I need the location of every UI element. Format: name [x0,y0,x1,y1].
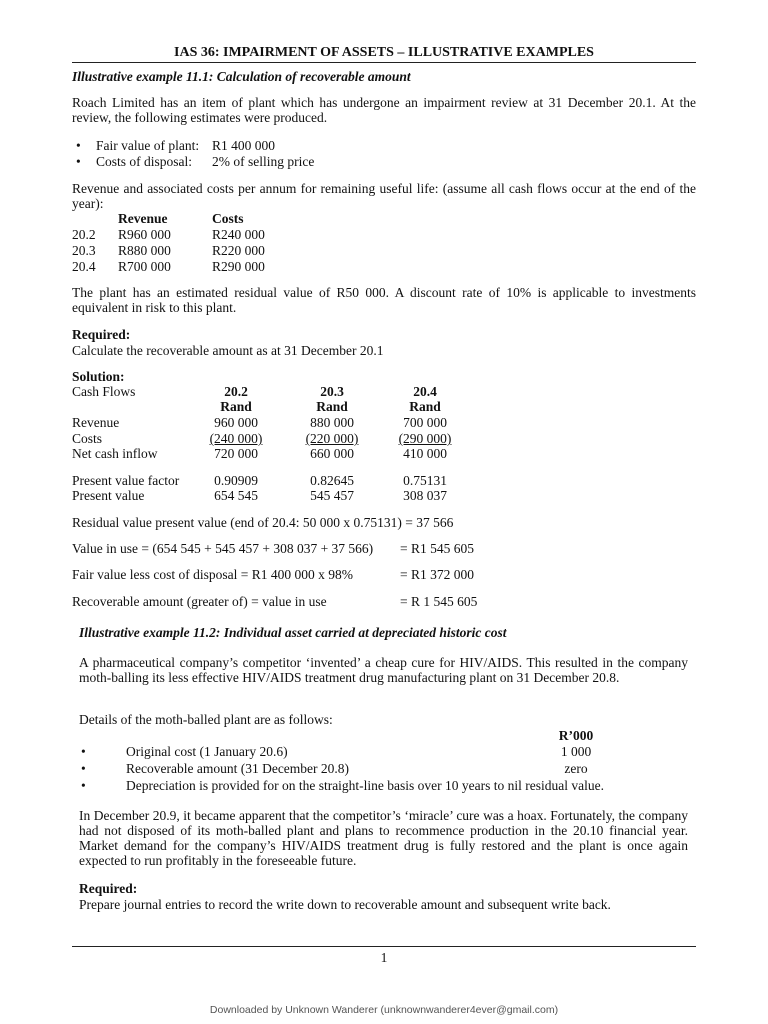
table-row-costs: R220 000 [212,243,265,258]
list-item: • Costs of disposal: [96,154,192,169]
table-row-costs: R240 000 [212,227,265,242]
residual-value-text: The plant has an estimated residual value of R50 000. A discount rate of 10% is applicable to investments equivalent in risk to this plant. [72,285,696,315]
table-row-revenue: R960 000 [118,227,171,242]
value-in-use-result: = R1 545 605 [400,541,474,556]
table-row-year: 20.4 [72,259,96,274]
row-value: 880 000 [310,415,354,430]
row-value: 308 037 [403,488,447,503]
row-value: 700 000 [403,415,447,430]
table-row-costs: R290 000 [212,259,265,274]
required-label: Required: [79,881,138,896]
list-item-value: 1 000 [560,744,592,759]
table-row-revenue: R880 000 [118,243,171,258]
header-rule [72,62,696,63]
example-11-1-heading: Illustrative example 11.1: Calculation of recoverable amount [72,69,411,84]
year-header: 20.3 [320,384,344,399]
value-in-use-line: Value in use = (654 545 + 545 457 + 308 037 + 37 566) [72,541,374,556]
details-intro: Details of the moth-balled plant are as follows: [79,712,333,727]
row-label: Net cash inflow [72,446,158,461]
page-number: 1 [380,950,388,965]
row-value: 960 000 [214,415,258,430]
unit-header: Rand [220,399,252,414]
row-value: 0.75131 [403,473,447,488]
row-value: 0.82645 [310,473,354,488]
list-item: • Fair value of plant: [96,138,199,153]
revenue-intro: Revenue and associated costs per annum for remaining useful life: (assume all cash flows occur at the end of the year): [72,181,696,211]
example-11-2-heading: Illustrative example 11.2: Individual asset carried at depreciated historic cost [79,625,507,640]
example-11-1-intro: Roach Limited has an item of plant which has undergone an impairment review at 31 December 20.1. At the review, the following estimates were produced. [72,95,696,125]
download-footer: Downloaded by Unknown Wanderer (unknownwanderer4ever@gmail.com) [209,1004,559,1016]
hoax-text: In December 20.9, it became apparent that the competitor’s ‘miracle’ cure was a hoax. Fortunately, the company had not disposed of its moth-balled plant and plans to recommence production in the 20.10 financial year. Market demand for the company’s HIV/AIDS treatment drug is fully restored and the plant is once again expected to run profitably in the foreseeable future. [79,808,688,868]
row-value: 654 545 [214,488,258,503]
cash-flows-header: Cash Flows [72,384,136,399]
recoverable-amount-result: = R 1 545 605 [400,594,478,609]
table-row-year: 20.2 [72,227,96,242]
footer-rule [72,946,696,947]
bullet-icon: • [81,761,86,776]
required-text: Prepare journal entries to record the write down to recoverable amount and subsequent write back. [79,897,611,912]
row-value: (290 000) [398,431,452,446]
residual-pv-line: Residual value present value (end of 20.4: 50 000 x 0.75131) = 37 566 [72,515,454,530]
bullet-icon: • [81,744,86,759]
bullet-icon: • [81,778,86,793]
row-label: Present value factor [72,473,180,488]
row-value: 720 000 [214,446,258,461]
row-value: 410 000 [403,446,447,461]
list-item: Original cost (1 January 20.6) [126,744,288,759]
year-header: 20.2 [224,384,248,399]
costs-header: Costs [212,211,244,226]
row-label: Costs [72,431,103,446]
row-label: Present value [72,488,145,503]
table-row-revenue: R700 000 [118,259,171,274]
list-item: Recoverable amount (31 December 20.8) [126,761,350,776]
unit-header: R’000 [558,728,594,743]
unit-header: Rand [316,399,348,414]
unit-header: Rand [409,399,441,414]
list-item-value: zero [564,761,588,776]
row-value: 660 000 [310,446,354,461]
recoverable-amount-line: Recoverable amount (greater of) = value in use [72,594,327,609]
fair-value-amount: R1 400 000 [212,138,276,153]
row-value: 545 457 [310,488,354,503]
page-header-title: IAS 36: IMPAIRMENT OF ASSETS – ILLUSTRATIVE EXAMPLES [174,45,594,60]
solution-label: Solution: [72,369,125,384]
revenue-header: Revenue [118,211,168,226]
table-row-year: 20.3 [72,243,96,258]
list-item: Depreciation is provided for on the straight-line basis over 10 years to nil residual value. [126,778,604,793]
required-text: Calculate the recoverable amount as at 31 December 20.1 [72,343,384,358]
row-value: (240 000) [209,431,263,446]
required-label: Required: [72,327,131,342]
disposal-cost-amount: 2% of selling price [212,154,315,169]
row-value: 0.90909 [214,473,258,488]
fair-value-result: = R1 372 000 [400,567,474,582]
fair-value-line: Fair value less cost of disposal = R1 400 000 x 98% [72,567,353,582]
row-value: (220 000) [305,431,359,446]
row-label: Revenue [72,415,120,430]
example-11-2-intro: A pharmaceutical company’s competitor ‘invented’ a cheap cure for HIV/AIDS. This resulted in the company moth-balling its less effective HIV/AIDS treatment drug manufacturing plant on 31 December 20.8. [79,655,688,685]
year-header: 20.4 [413,384,437,399]
